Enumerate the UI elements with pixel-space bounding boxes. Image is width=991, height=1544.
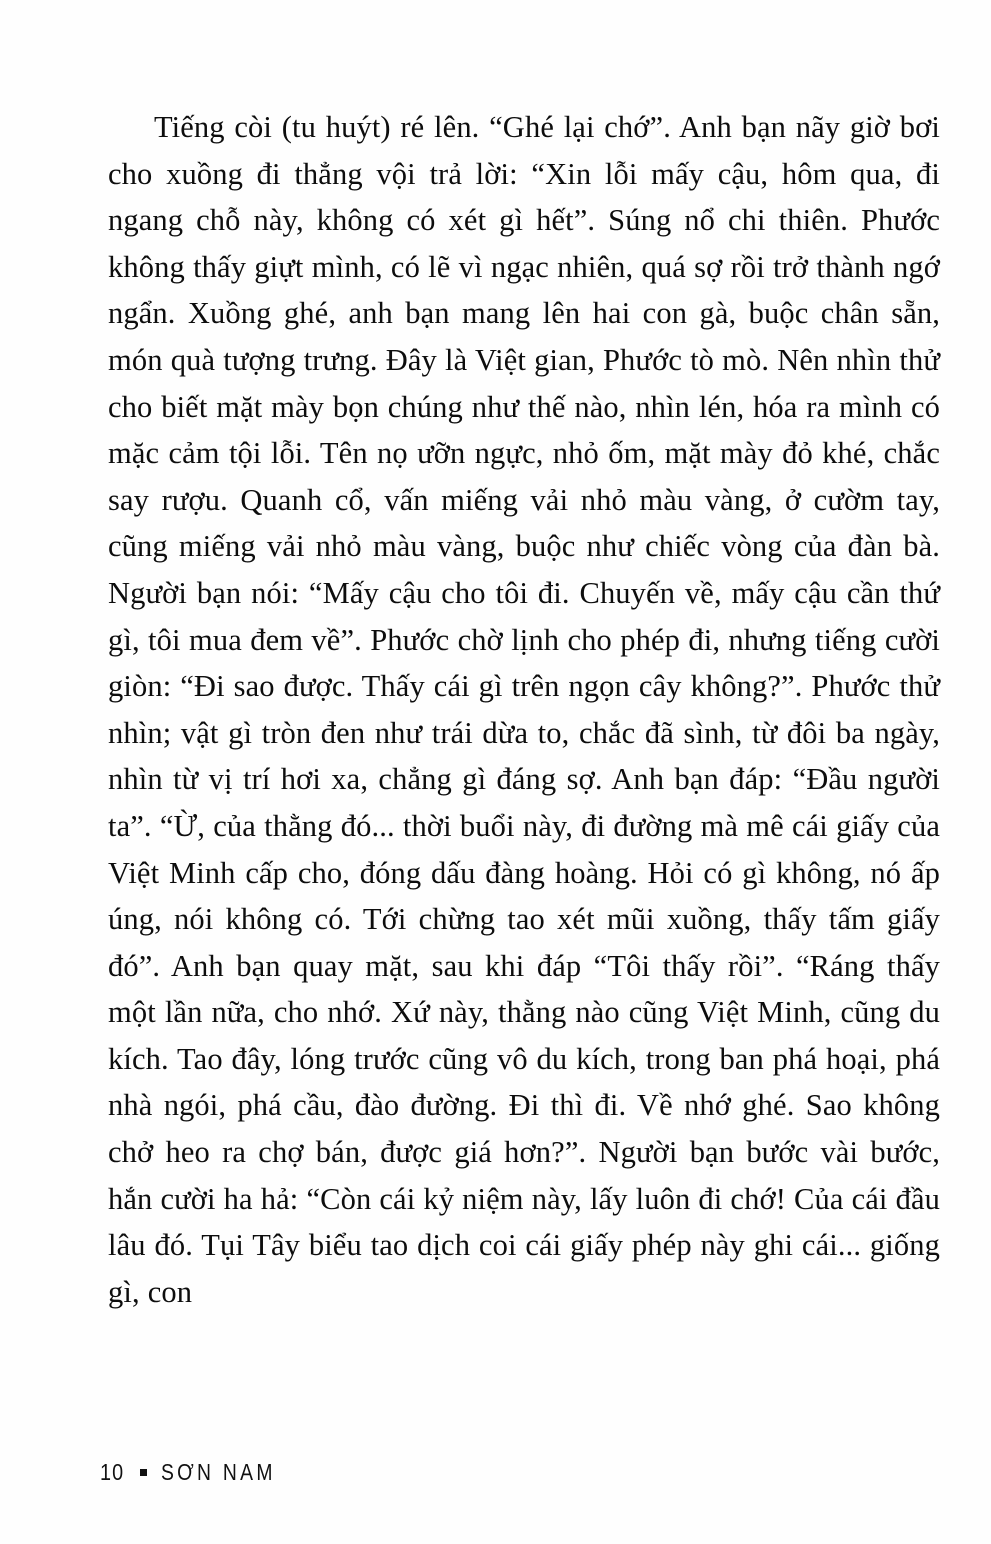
running-head-author: SƠN NAM	[161, 1459, 277, 1485]
body-paragraph: Tiếng còi (tu huýt) ré lên. “Ghé lại chớ”. Anh bạn nãy giờ bơi cho xuồng đi thẳng vội trả lời: “Xin lỗi mấy cậu, hôm qua, đi ngang chỗ này, không có xét gì hết”. Súng nổ chi thiên. Phước không thấy giựt mình, có lẽ vì ngạc nhiên, quá sợ rồi trở thành ngớ ngẩn. Xuồng ghé, anh bạn mang lên hai con gà, buộc chân sẵn, món quà tượng trưng. Đây là Việt gian, Phước tò mò. Nên nhìn thử cho biết mặt mày bọn chúng như thế nào, nhìn lén, hóa ra mình có mặc cảm tội lỗi. Tên nọ ưỡn ngực, nhỏ ốm, mặt mày đỏ khé, chắc say rượu. Quanh cổ, vấn miếng vải nhỏ màu vàng, ở cườm tay, cũng miếng vải nhỏ màu vàng, buộc như chiếc vòng của đàn bà. Người bạn nói: “Mấy cậu cho tôi đi. Chuyến về, mấy cậu cần thứ gì, tôi mua đem về”. Phước chờ lịnh cho phép đi, nhưng tiếng cười giòn: “Đi sao được. Thấy cái gì trên ngọn cây không?”. Phước thử nhìn; vật gì tròn đen như trái dừa to, chắc đã sình, từ đôi ba ngày, nhìn từ vị trí hơi xa, chẳng gì đáng sợ. Anh bạn đáp: “Đầu người ta”. “Ừ, của thằng đó... thời buổi này, đi đường mà mê cái giấy của Việt Minh cấp cho, đóng dấu đàng hoàng. Hỏi có gì không, nó ấp úng, nói không có. Tới chừng tao xét mũi xuồng, thấy tấm giấy đó”. Anh bạn quay mặt, sau khi đáp “Tôi thấy rồi”. “Ráng thấy một lần nữa, cho nhớ. Xứ này, thằng nào cũng Việt Minh, cũng du kích. Tao đây, lóng trước cũng vô du kích, trong ban phá hoại, phá nhà ngói, phá cầu, đào đường. Đi thì đi. Về nhớ ghé. Sao không chở heo ra chợ bán, được giá hơn?”. Người bạn bước vài bước, hắn cười ha hả: “Còn cái kỷ niệm này, lấy luôn đi chớ! Của cái đầu lâu đó. Tụi Tây biểu tao dịch coi cái giấy phép này ghi cái... giống gì, con	[108, 110, 940, 1309]
footer-separator-square-icon	[140, 1469, 147, 1476]
page-number: 10	[100, 1459, 125, 1485]
page-text-block	[108, 104, 940, 1315]
page-footer	[100, 1459, 298, 1486]
